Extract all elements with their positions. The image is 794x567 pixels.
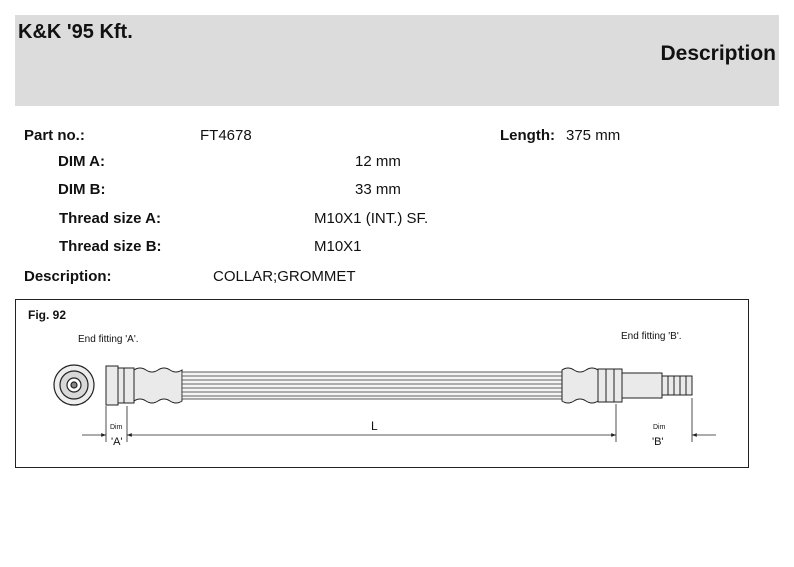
thread-a-value: M10X1 (INT.) SF. <box>314 210 429 227</box>
hose-body <box>182 372 562 399</box>
end-view-circle <box>54 365 94 405</box>
description-label: Description: <box>24 268 112 285</box>
fitting-b <box>562 368 692 403</box>
dim-b-mark: 'B' <box>652 436 664 448</box>
brand-name: K&K '95 Kft. <box>18 21 133 43</box>
part-no-label: Part no.: <box>24 127 85 144</box>
dim-a-label: DIM A: <box>58 153 105 170</box>
dim-a-small-label: Dim <box>110 424 123 431</box>
length-value: 375 mm <box>566 127 621 144</box>
end-fitting-a-label: End fitting 'A'. <box>78 334 139 345</box>
dim-a-mark: 'A' <box>111 436 123 448</box>
thread-b-value: M10X1 <box>314 238 362 255</box>
length-mark: L <box>371 419 378 433</box>
dim-b-value: 33 mm <box>355 181 401 198</box>
page-title: Description <box>660 42 776 65</box>
part-no-value: FT4678 <box>200 127 252 144</box>
thread-b-label: Thread size B: <box>59 238 162 255</box>
end-fitting-b-label: End fitting 'B'. <box>621 331 682 342</box>
dimension-lines <box>82 398 716 442</box>
dim-b-label: DIM B: <box>58 181 106 198</box>
hose-drawing <box>16 300 748 467</box>
header-band <box>15 15 779 106</box>
figure-label: Fig. 92 <box>28 308 67 322</box>
dim-a-value: 12 mm <box>355 153 401 170</box>
fitting-a <box>106 366 182 405</box>
dim-b-small-label: Dim <box>653 424 666 431</box>
length-label: Length: <box>500 127 555 144</box>
thread-a-label: Thread size A: <box>59 210 161 227</box>
hose-figure <box>15 299 749 468</box>
description-value: COLLAR;GROMMET <box>213 268 356 285</box>
